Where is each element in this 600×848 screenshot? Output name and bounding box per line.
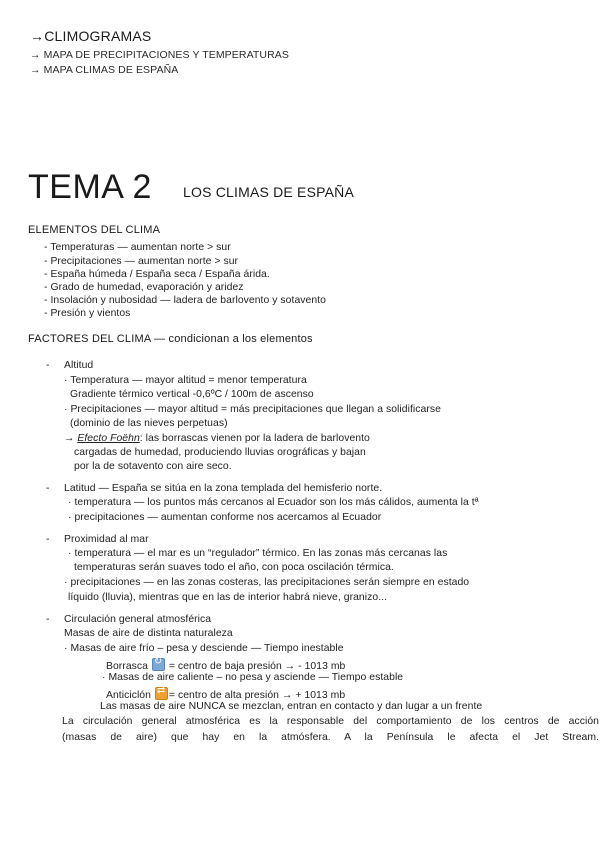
- elementos-heading: ELEMENTOS DEL CLIMA: [28, 224, 161, 236]
- list-item: - España húmeda / España seca / España árida.: [44, 269, 270, 280]
- mar-title: Proximidad al mar: [64, 534, 149, 545]
- bullet-dash: -: [46, 360, 50, 371]
- mapa-climas-link[interactable]: → MAPA CLIMAS DE ESPAÑA: [30, 64, 179, 76]
- mar-line: · precipitaciones — en las zonas costeras, las precipitaciones serán siempre en estado: [64, 577, 470, 588]
- mar-line: · temperatura — el mar es un “regulador” térmico. En las zonas más cercanas las: [68, 548, 448, 559]
- circulacion-line: · Masas de aire frío – pesa y desciende — Tiempo inestable: [64, 643, 344, 654]
- list-item: - Presión y vientos: [44, 308, 131, 319]
- circulacion-title: Circulación general atmosférica: [64, 614, 212, 625]
- bullet-dash: -: [46, 534, 50, 545]
- borrasca-line: [106, 658, 345, 672]
- bullet-dash: -: [46, 614, 50, 625]
- arrow-icon: →: [64, 433, 75, 444]
- bullet-dash: -: [46, 483, 50, 494]
- climogramas-link[interactable]: →CLIMOGRAMAS: [30, 28, 152, 44]
- altitud-line: cargadas de humedad, produciendo lluvias orográficas y bajan: [74, 447, 366, 458]
- list-item: - Precipitaciones — aumentan norte > sur: [44, 256, 239, 267]
- anticiclon-icon: [155, 687, 168, 700]
- anticiclon-line: [106, 687, 345, 701]
- mar-line: líquido (lluvia), mientras que en las de interior habrá nieve, granizo...: [68, 592, 388, 603]
- altitud-title: Altitud: [64, 360, 94, 371]
- altitud-line: por la de sotavento con aire seco.: [74, 461, 232, 472]
- page-subtitle: LOS CLIMAS DE ESPAÑA: [183, 184, 355, 200]
- circulacion-line: Masas de aire de distinta naturaleza: [64, 628, 233, 639]
- list-item: - Temperaturas — aumentan norte > sur: [44, 242, 231, 253]
- page-title: TEMA 2: [28, 168, 152, 206]
- anticiclon-label: Anticiclón: [106, 690, 151, 701]
- borrasca-text: = centro de baja presión → - 1013 mb: [168, 661, 346, 672]
- altitud-line: Gradiente térmico vertical -0,6ºC / 100m de ascenso: [70, 389, 314, 400]
- borrasca-label: Borrasca: [106, 661, 148, 672]
- circulacion-line: · Masas de aire caliente – no pesa y asciende — Tiempo estable: [102, 672, 404, 683]
- efecto-foehn-term: Efecto Foëhn: [77, 433, 140, 444]
- factores-heading: FACTORES DEL CLIMA — condicionan a los elementos: [28, 333, 313, 345]
- anticiclon-text: = centro de alta presión → + 1013 mb: [168, 690, 346, 701]
- latitud-title: Latitud — España se sitúa en la zona templada del hemisferio norte.: [64, 483, 383, 494]
- list-item: - Grado de humedad, evaporación y aridez: [44, 282, 244, 293]
- efecto-foehn-line: [64, 433, 370, 444]
- altitud-line: (dominio de las nieves perpetuas): [70, 418, 228, 429]
- borrasca-icon: [152, 658, 165, 671]
- altitud-line: · Temperatura — mayor altitud = menor temperatura: [64, 375, 307, 386]
- list-item: - Insolación y nubosidad — ladera de barlovento y sotavento: [44, 295, 326, 306]
- latitud-line: · temperatura — los puntos más cercanos al Ecuador son los más cálidos, aumenta la tª: [68, 497, 479, 508]
- mar-line: temperaturas serán suaves todo el año, con poca oscilación térmica.: [74, 562, 394, 573]
- efecto-foehn-text: : las borrascas vienen por la ladera de barlovento: [139, 433, 370, 444]
- circulacion-paragraph: (masas de aire) que hay en la atmósfera. A la Península le afecta el Jet Stream.: [62, 732, 599, 743]
- circulacion-paragraph: La circulación general atmosférica es la responsable del comportamiento de los centros de acción: [62, 716, 599, 727]
- mapa-precipitaciones-link[interactable]: → MAPA DE PRECIPITACIONES Y TEMPERATURAS: [30, 49, 289, 61]
- latitud-line: · precipitaciones — aumentan conforme nos acercamos al Ecuador: [68, 512, 382, 523]
- altitud-line: · Precipitaciones — mayor altitud = más precipitaciones que llegan a solidificarse: [64, 404, 441, 415]
- circulacion-line: Las masas de aire NUNCA se mezclan, entran en contacto y dan lugar a un frente: [100, 701, 483, 712]
